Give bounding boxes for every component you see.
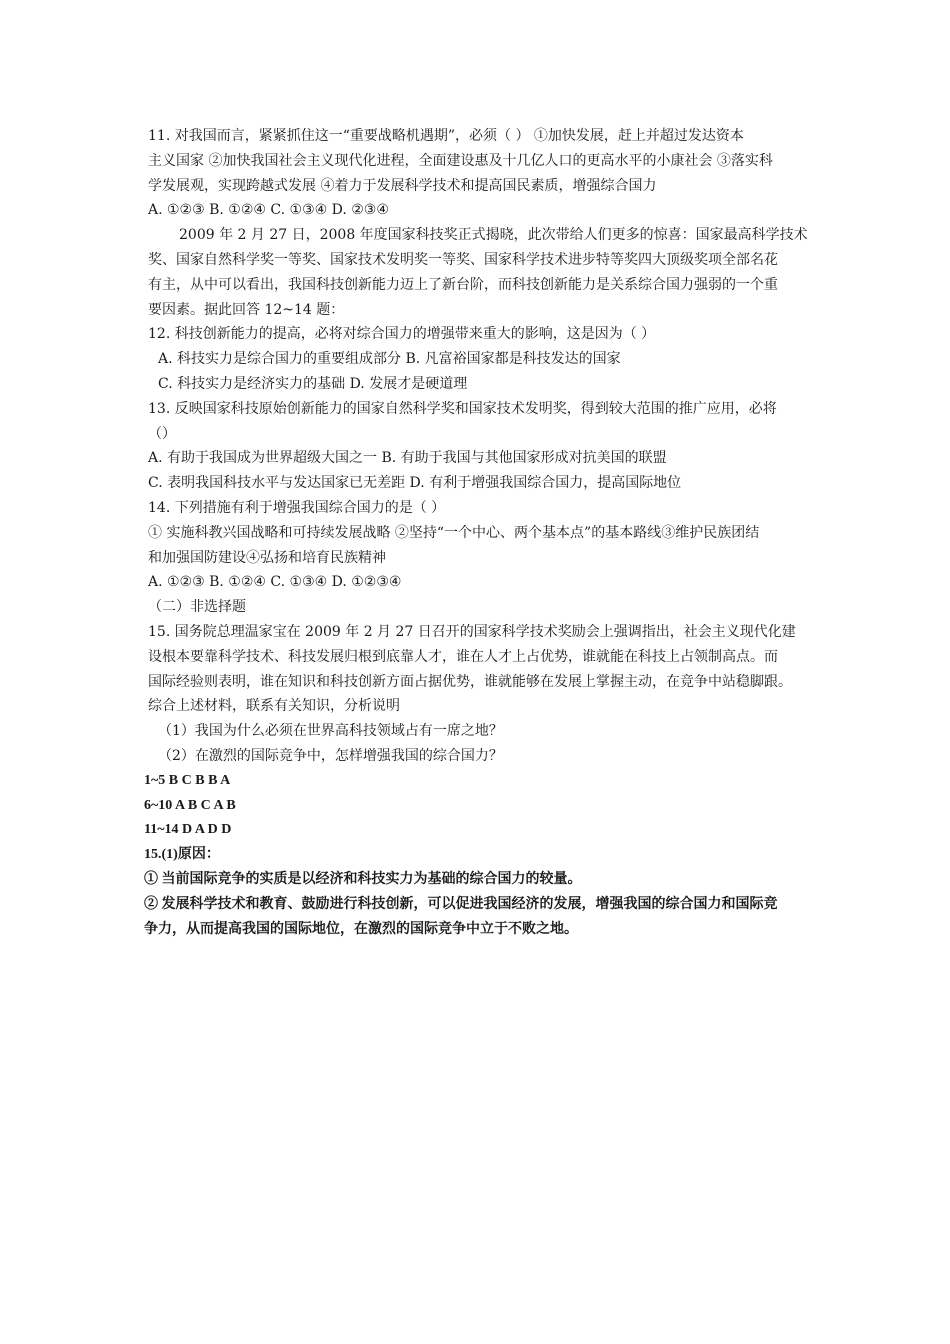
question-11-options: A. ①②③ B. ①②④ C. ①③④ D. ②③④ xyxy=(148,202,389,219)
question-14-line2: 和加强国防建设④弘扬和培育民族精神 xyxy=(148,549,386,566)
question-11-line2: 主义国家 ②加快我国社会主义现代化进程，全面建设惠及十几亿人口的更高水平的小康社会 ③落实科 xyxy=(148,152,773,169)
answer-key xyxy=(144,769,816,943)
answer-15-heading: 15.(1)原因： xyxy=(144,847,220,863)
question-13-options-cd: C. 表明我国科技水平与发达国家已无差距 D. 有利于增强我国综合国力，提高国际地位 xyxy=(148,475,682,492)
question-14-stem: 14. 下列措施有利于增强我国综合国力的是（ ） xyxy=(148,499,446,516)
material-line4: 要因素。据此回答 12~14 题： xyxy=(148,301,345,318)
question-11-line1: 11. 对我国而言，紧紧抓住这一“重要战略机遇期”，必须（ ） ①加快发展，赶上并超过发达资本 xyxy=(148,128,744,144)
question-13-options-ab: A. 有助于我国成为世界超级大国之一 B. 有助于我国与其他国家形成对抗美国的联盟 xyxy=(148,450,667,467)
question-14-options: A. ①②③ B. ①②④ C. ①③④ D. ①②③④ xyxy=(148,574,402,591)
question-15-sub1: （1）我国为什么必须在世界高科技领域占有一席之地？ xyxy=(158,723,503,740)
question-12-stem: 12. 科技创新能力的提高，必将对综合国力的增强带来重大的影响，这是因为（ ） xyxy=(148,326,656,343)
material-line3: 有主，从中可以看出，我国科技创新能力迈上了新台阶，而科技创新能力是关系综合国力强弱的一个重 xyxy=(148,276,778,293)
section-heading: （二）非选择题 xyxy=(148,599,246,616)
answer-15-point2-line2: 争力，从而提高我国的国际地位，在激烈的国际竞争中立于不败之地。 xyxy=(144,921,578,937)
answer-6-10: 6~10 A B C A B xyxy=(144,797,236,813)
page-content xyxy=(144,124,816,942)
question-13-stem1: 13. 反映国家科技原始创新能力的国家自然科学奖和国家技术发明奖，得到较大范围的推广应用，必将 xyxy=(148,400,777,417)
question-15-line2: 设根本要靠科学技术、科技发展归根到底靠人才，谁在人才上占优势，谁就能在科技上占领制高点。而 xyxy=(148,648,778,665)
question-11-line3: 学发展观，实现跨越式发展 ④着力于发展科学技术和提高国民素质，增强综合国力 xyxy=(148,177,657,194)
answer-1-5: 1~5 B C B B A xyxy=(144,772,231,788)
question-13-stem2: （） xyxy=(148,425,176,442)
answer-15-point1: ① 当前国际竞争的实质是以经济和科技实力为基础的综合国力的较量。 xyxy=(144,871,582,887)
question-15-sub2: （2）在激烈的国际竞争中，怎样增强我国的综合国力？ xyxy=(158,747,503,764)
question-12-options-cd: C. 科技实力是经济实力的基础 D. 发展才是硬道理 xyxy=(158,375,468,392)
question-15-line1: 15. 国务院总理温家宝在 2009 年 2 月 27 日召开的国家科学技术奖励会上强调指出，社会主义现代化建 xyxy=(148,623,796,640)
material-line1: 2009 年 2 月 27 日，2008 年度国家科技奖正式揭晓，此次带给人们更多的惊喜：国家最高科学技术 xyxy=(179,227,808,244)
material-line2: 奖、国家自然科学奖一等奖、国家技术发明奖一等奖、国家科学技术进步特等奖四大顶级奖项全部名花 xyxy=(148,251,778,268)
question-12-options-ab: A. 科技实力是综合国力的重要组成部分 B. 凡富裕国家都是科技发达的国家 xyxy=(158,351,621,368)
answer-11-14: 11~14 D A D D xyxy=(144,822,232,838)
question-15-line4: 综合上述材料，联系有关知识，分析说明 xyxy=(148,698,400,715)
question-14-line1: ① 实施科教兴国战略和可持续发展战略 ②坚持“一个中心、两个基本点”的基本路线③维护民族团结 xyxy=(148,524,760,541)
answer-15-point2-line1: ② 发展科学技术和教育、鼓励进行科技创新，可以促进我国经济的发展，增强我国的综合国力和国际竞 xyxy=(144,896,778,912)
question-15-line3: 国际经验则表明，谁在知识和科技创新方面占据优势，谁就能够在发展上掌握主动，在竞争中站稳脚跟。 xyxy=(148,673,792,690)
